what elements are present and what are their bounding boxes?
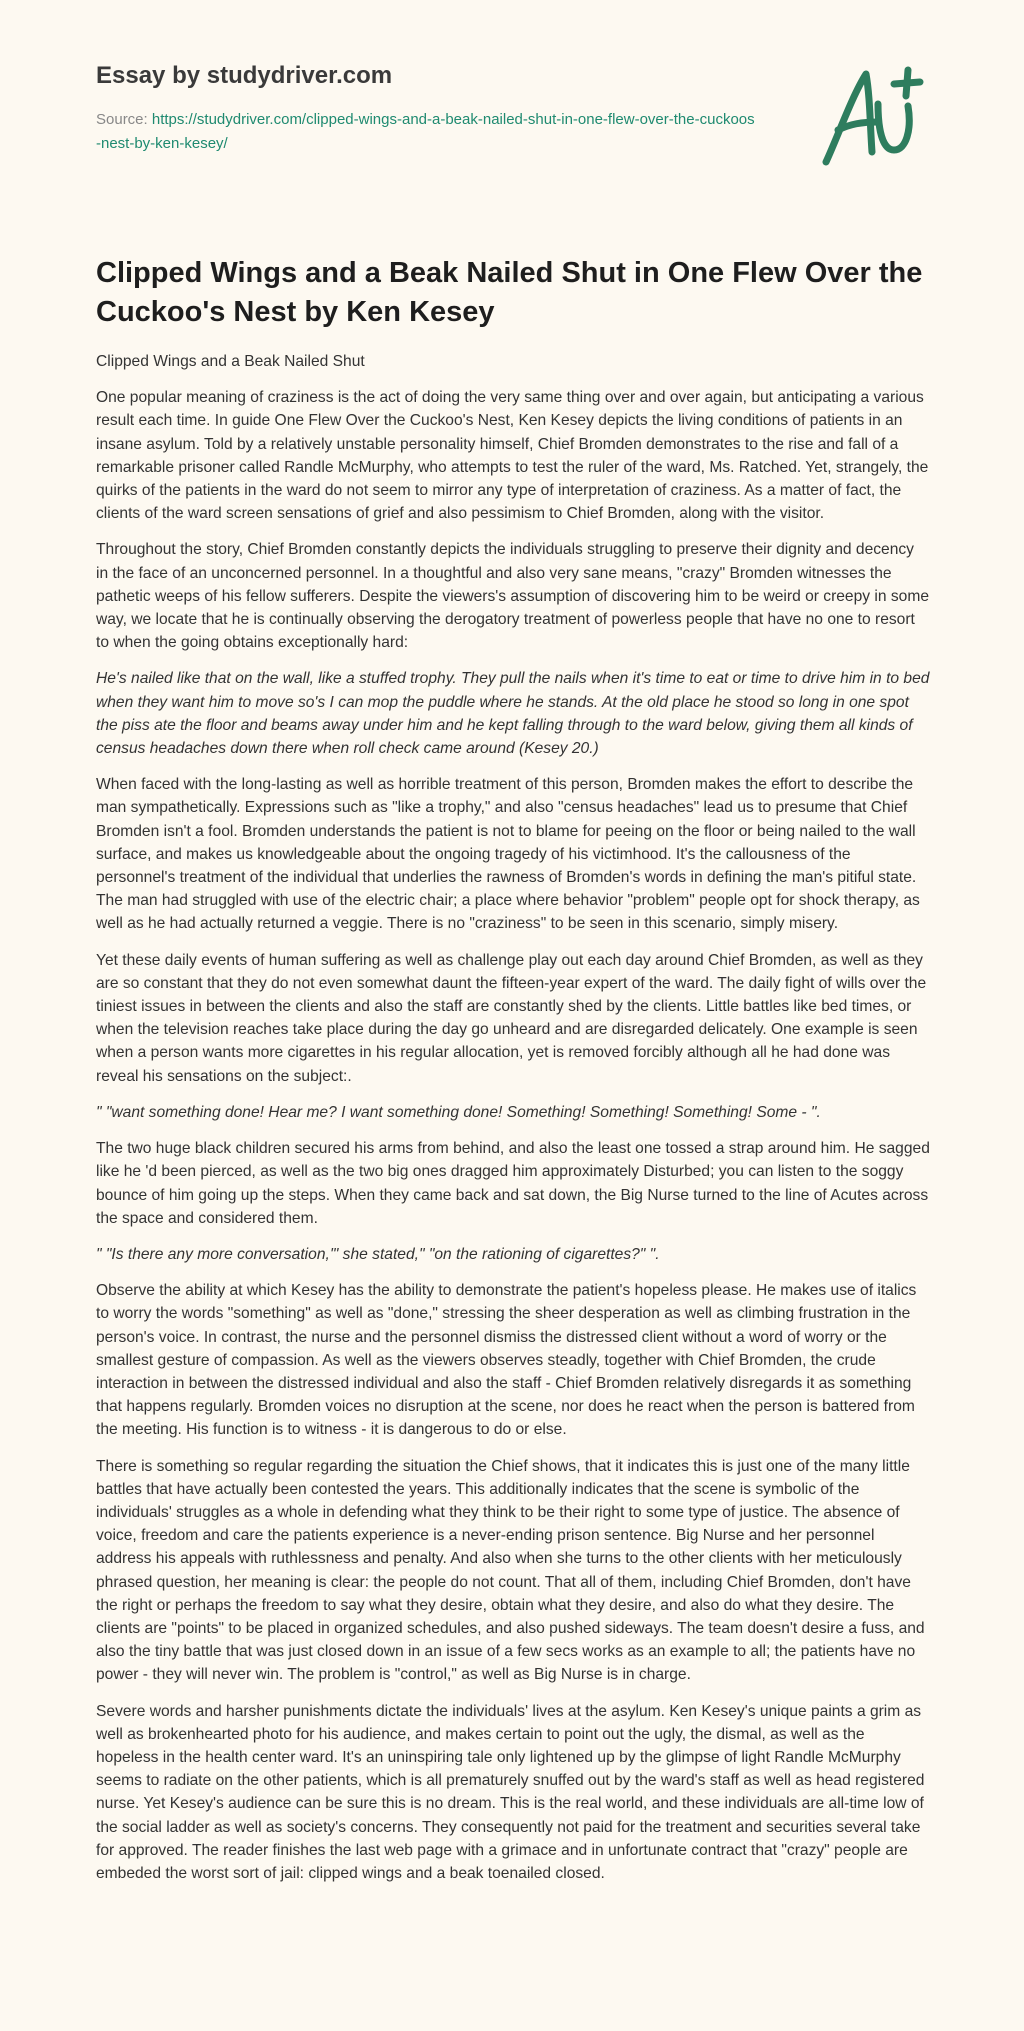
source-link[interactable]: https://studydriver.com/clipped-wings-and-a-beak-nailed-shut-in-one-flew-over-the-cuckoos-nest-by-ken-kesey/ [96, 111, 755, 152]
paragraph-8: Severe words and harsher punishments dictate the individuals' lives at the asylum. Ken Kesey's unique paints a grim as well as brokenhearted photo for his audience, and makes certain to point out the ugly, the dismal, as well as the hopeless in the health center ward. It's an uninspiring tale only lightened up by the glimpse of light Randle McMurphy seems to radiate on the other patients, which is all prematurely snuffed out by the ward's staff as well as head registered nurse. Yet Kesey's audience can be sure this is no dream. This is the real world, and these individuals are all-time low of the social ladder as well as society's concerns. They consequently not paid for the treatment and securities several take for approved. The reader finishes the last web page with a grimace and in unfortunate contract that "crazy" people are embeded the worst sort of jail: clipped wings and a beak toenailed closed. [96, 1702, 925, 1882]
essay-title: Clipped Wings and a Beak Nailed Shut in One Flew Over the Cuckoo's Nest by Ken Kesey [96, 257, 923, 328]
paragraph-5: The two huge black children secured his arms from behind, and also the least one tossed a strap around him. He sagged like he 'd been pierced, as well as the two big ones dragged him approximately Disturbed; you can listen to the soggy bounce of him going up the steps. When they came back and sat down, the Big Nurse turned to the line of Acutes across the space and considered them. [96, 1140, 930, 1227]
block-quote-1: He's nailed like that on the wall, like a stuffed trophy. They pull the nails when it's time to eat or time to drive him in to bed when they want him to move so's I can mop the puddle where he stands. At the old place he stood so long in one spot the piss ate the floor and beams away under him and he kept falling through to the ward below, giving them all kinds of census headaches down there when roll check came around (Kesey 20.) [96, 670, 930, 758]
essay-content [96, 254, 930, 1898]
essay-subtitle: Clipped Wings and a Beak Nailed Shut [96, 353, 365, 370]
source-line [96, 108, 756, 156]
block-quote-2: " "want something done! Hear me? I want something done! Something! Something! Something! Some - ". [96, 1103, 821, 1121]
paragraph-2: Throughout the story, Chief Bromden constantly depicts the individuals struggling to preserve their dignity and decency in the face of an unconcerned personnel. In a thoughtful and also very sane means, "crazy" Bromden witnesses the pathetic weeps of his fellow sufferers. Despite the viewers's assumption of discovering him to be weird or creepy in some way, we locate that he is continually observing the derogatory treatment of powerless people that have no one to resort to when the going obtains exceptionally hard: [96, 541, 930, 652]
site-title: Essay by studydriver.com [96, 62, 393, 89]
paragraph-6: Observe the ability at which Kesey has the ability to demonstrate the patient's hopeless please. He makes use of italics to worry the words "something" as well as "done," stressing the sheer desperation as well as climbing frustration in the person's voice. In contrast, the nurse and the personnel dismiss the distressed client without a word of worry or the smallest gesture of compassion. As well as the viewers observes steadly, together with Chief Bromden, the crude interaction in between the distressed individual and also the staff - Chief Bromden relatively disregards it as something that happens regularly. Bromden voices no disruption at the scene, nor does he react when the person is battered from the meeting. His function is to witness - it is dangerous to do or else. [96, 1282, 917, 1439]
source-label: Source: [96, 111, 152, 128]
paragraph-1: One popular meaning of craziness is the act of doing the very same thing over and over again, but anticipating a various result each time. In guide One Flew Over the Cuckoo's Nest, Ken Kesey depicts the living conditions of patients in an insane asylum. Told by a relatively unstable personality himself, Chief Bromden demonstrates to the rise and fall of a remarkable prisoner called Randle McMurphy, who attempts to test the ruler of the ward, Ms. Ratched. Yet, strangely, the quirks of the patients in the ward do not seem to mirror any type of interpretation of craziness. As a matter of fact, the clients of the ward screen sensations of grief and also pessimism to Chief Bromden, along with the visitor. [96, 389, 929, 523]
a-plus-logo-icon [820, 66, 932, 168]
block-quote-3: " "Is there any more conversation,'" she stated," "on the rationing of cigarettes?" ". [96, 1245, 660, 1263]
paragraph-4: Yet these daily events of human suffering as well as challenge play out each day around Chief Bromden, as well as they are so constant that they do not even somewhat daunt the fifteen-year expert of the ward. The daily fight of wills over the tiniest issues in between the clients and also the staff are constantly shed by the clients. Little battles like bed times, or when the television reaches take place during the day go unheard and are disregarded delicately. One example is seen when a person wants more cigarettes in his regular allocation, yet is removed forcibly although all he had done was reveal his sensations on the subject:. [96, 951, 927, 1085]
paragraph-7: There is something so regular regarding the situation the Chief shows, that it indicates this is just one of the many little battles that have actually been contested the years. This additionally indicates that the scene is symbolic of the individuals' struggles as a whole in defending what they think to be their right to some type of justice. The absence of voice, freedom and care the patients experience is a never-ending prison sentence. Big Nurse and her personnel address his appeals with ruthlessness and penalty. And also when she turns to the other clients with her meticulously phrased question, her meaning is clear: the people do not count. That all of them, including Chief Bromden, don't have the right or perhaps the freedom to say what they desire, obtain what they desire, and also do what they desire. The clients are "points" to be placed in organized schedules, and also pushed sideways. The team doesn't desire a fuss, and also the tiny battle that was just closed down in an issue of a few secs works as an example to all; the patients have no power - they will never win. The problem is "control," as well as Big Nurse is in charge. [96, 1457, 925, 1684]
paragraph-3: When faced with the long-lasting as well as horrible treatment of this person, Bromden makes the effort to describe the man sympathetically. Expressions such as "like a trophy," and also "census headaches" lead us to presume that Chief Bromden isn't a fool. Bromden understands the patient is not to blame for peeing on the floor or being nailed to the wall surface, and makes us knowledgeable about the ongoing tragedy of his victimhood. It's the callousness of the personnel's treatment of the individual that underlies the rawness of Bromden's words in defining the man's pitiful state. The man had struggled with use of the electric chair; a place where behavior "problem" people opt for shock therapy, as well as he had actually returned a veggie. There is no "craziness" to be seen in this scenario, simply misery. [96, 776, 920, 933]
